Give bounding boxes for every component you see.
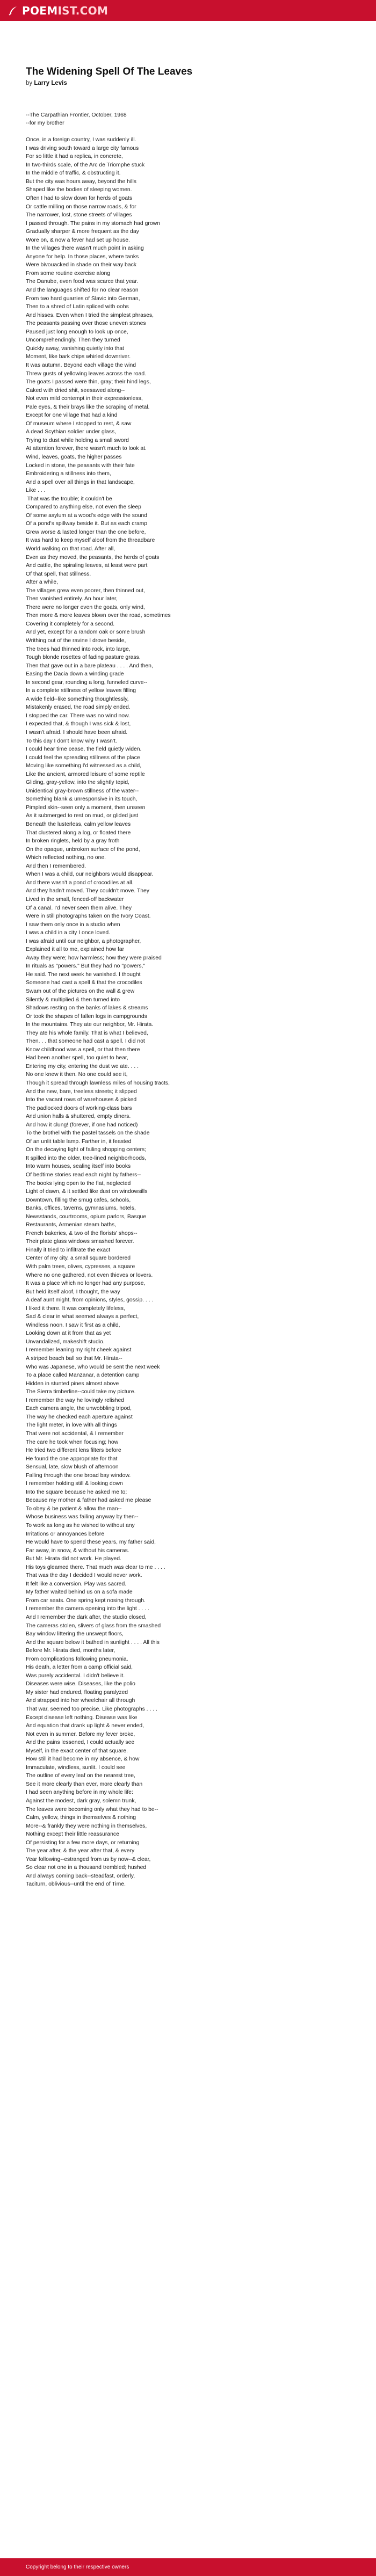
poem-line: The outline of every leaf on the nearest tree, xyxy=(26,1773,135,1779)
poem-line: Of some asylum at a wood's edge with the sound xyxy=(26,512,148,519)
poem-line: Nothing except their little reassurance xyxy=(26,1831,119,1838)
poem-line: Shaped like the bodies of sleeping women. xyxy=(26,187,132,193)
poem-line: Bay window littering the unswept floors, xyxy=(26,1631,124,1638)
poem-line: Paused just long enough to look up once, xyxy=(26,329,128,335)
poem-line: But Mr. Hirata did not work. He played. xyxy=(26,1556,121,1562)
poem-line: Like . . . xyxy=(26,487,46,494)
poem-line: The light meter, in love with all things xyxy=(26,1422,117,1429)
poem-line: Which reflected nothing, no one. xyxy=(26,855,106,861)
poem-line: I was afraid until our neighbor, a photographer, xyxy=(26,938,141,944)
poem-line: Of a canal. I'd never seen them alive. They xyxy=(26,905,132,911)
poem-line: --for my brother xyxy=(26,120,64,127)
poem-line: It spilled into the older, tree-lined neighborhoods, xyxy=(26,1155,147,1161)
poem-line: Wind, leaves, goats, the higher passes xyxy=(26,454,122,460)
poem-line: Grew worse & lasted longer than the one before, xyxy=(26,529,146,535)
poem-line: And they hadn't moved. They couldn't move. They xyxy=(26,888,150,894)
poem-line: And I remember the dark after, the studio closed, xyxy=(26,1614,147,1620)
poem-line: It was autumn. Beyond each village the wind xyxy=(26,362,136,368)
poem-line: He tried two different lens filters before xyxy=(26,1447,121,1454)
poem-line: Into the square because he asked me to; xyxy=(26,1489,127,1495)
poem-line: Each camera angle, the unwobbling tripod, xyxy=(26,1406,132,1412)
poem-line: I was a child in a city I once loved. xyxy=(26,930,111,936)
poem-line: Threw gusts of yellowing leaves across the road. xyxy=(26,370,147,377)
poem-line: And then I remembered. xyxy=(26,863,86,869)
poem-line: When I was a child, our neighbors would disappear. xyxy=(26,871,154,878)
poem-line: In the mountains. They ate our neighbor, Mr. Hirata. xyxy=(26,1022,154,1028)
poem-line: And the square below it bathed in sunlight . . . . All this xyxy=(26,1639,160,1646)
poem-line: A dead Scythian soldier under glass, xyxy=(26,429,117,435)
poem-line: Windless noon. I saw it first as a child, xyxy=(26,1322,120,1328)
poem-line: Then that gave out in a bare plateau . . . . And then, xyxy=(26,663,153,669)
poem-line: Of museum where I stopped to rest, & saw xyxy=(26,420,132,427)
poem-line: To work as long as he wished to without any xyxy=(26,1522,135,1529)
poem-line: In the middle of traffic, & obstructing it. xyxy=(26,170,121,177)
poem-line: Myself, in the exact center of that square. xyxy=(26,1748,128,1754)
poem-line: My father waited behind us on a sofa made xyxy=(26,1589,133,1596)
poem-line: It was a place which no longer had any purpose, xyxy=(26,1280,146,1287)
poem-line: Gliding, gray-yellow, into the slightly tepid, xyxy=(26,780,129,786)
poem-line: Someone had cast a spell & that the crocodiles xyxy=(26,980,142,986)
poem-line: Not even in summer. Before my fever broke, xyxy=(26,1731,135,1737)
poem-line: I could hear time cease, the field quietly widen. xyxy=(26,746,142,753)
poem-line: French bakeries, & two of the florists' shops-- xyxy=(26,1230,138,1236)
poem-line: Anyone for help. In those places, where tanks xyxy=(26,253,139,260)
poem-line: In a complete stillness of yellow leaves filling xyxy=(26,688,136,694)
poem-line: Falling through the one broad bay window. xyxy=(26,1472,131,1479)
poem-line: In rituals as "powers." But they had no "powers," xyxy=(26,963,146,970)
poem-line: The Sierra timberline--could take my picture. xyxy=(26,1389,136,1395)
quill-icon xyxy=(8,5,18,16)
poem-line: Diseases were wise. Diseases, like the polio xyxy=(26,1681,135,1687)
poem-line: Newsstands, courtrooms, opium parlors, Basque xyxy=(26,1213,147,1220)
poem-line: Tough blonde rosettes of fading pasture grass. xyxy=(26,654,141,661)
poem-line: After a while, xyxy=(26,579,59,586)
poem-line: Except disease left nothing. Disease was like xyxy=(26,1714,138,1721)
poem-line: The way he checked each aperture against xyxy=(26,1414,133,1420)
poem-line: From some routine exercise along xyxy=(26,270,111,276)
poem-line: Uncomprehendingly. Then they turned xyxy=(26,337,120,344)
poem-line: To a place called Manzanar, a detention camp xyxy=(26,1372,140,1379)
poem-line: Of that spell, that stillness. xyxy=(26,571,91,577)
poem-line: And strapped into her wheelchair all through xyxy=(26,1698,135,1704)
poem-line: I remember leaning my right cheek against xyxy=(26,1347,132,1354)
poem-line: From car seats. One spring kept nosing through. xyxy=(26,1597,146,1604)
poem-line: It felt like a conversion. Play was sacred. xyxy=(26,1581,127,1587)
poem-line: Into warm houses, sealing itself into books xyxy=(26,1163,131,1170)
poem-line: The Danube, even food was scarce that year. xyxy=(26,279,139,285)
poem-line: Their plate glass windows smashed forever. xyxy=(26,1239,134,1245)
poem-line: Swam out of the pictures on the wall & grew xyxy=(26,988,135,994)
poem-line: And the languages shifted for no clear reason xyxy=(26,287,139,294)
poem-title: The Widening Spell Of The Leaves xyxy=(26,66,193,77)
poem-line: Mistakenly erased, the road simply ended. xyxy=(26,704,131,711)
author-link[interactable]: Larry Levis xyxy=(34,80,67,86)
poem-line: His toys gleamed there. That much was clear to me . . . . xyxy=(26,1564,165,1570)
poem-line: In two-thirds scale, of the Arc de Triomphe stuck xyxy=(26,162,145,168)
poem-line: On the opaque, unbroken surface of the pond, xyxy=(26,846,140,853)
poem-line: From two hard guarries of Slavic into German, xyxy=(26,295,140,302)
poem-line: The books lying open to the flat, neglected xyxy=(26,1180,131,1187)
poem-line xyxy=(26,103,350,111)
poem-line: Center of my city, a small square bordered xyxy=(26,1255,131,1262)
poem-line: That war, seemed too precise. Like photographs . . . . xyxy=(26,1706,157,1712)
site-header xyxy=(0,0,376,21)
poem-line: Light of dawn, & it settled like dust on windowsills xyxy=(26,1189,148,1195)
poem-line: The cameras stolen, slivers of glass from the smashed xyxy=(26,1622,161,1629)
poem-line: His death, a letter from a camp official said, xyxy=(26,1664,133,1671)
poem-line: That was the day I decided I would never work. xyxy=(26,1573,142,1579)
poem-line: Explained it all to me, explained how far xyxy=(26,947,125,953)
poem-line: He would have to spend these years, my father said, xyxy=(26,1539,156,1546)
poem-line: Covering it completely for a second. xyxy=(26,621,115,627)
poem-line: Gradually sharper & more frequent as the day xyxy=(26,229,139,235)
poem-line: Were in still photographs taken on the Ivory Coast. xyxy=(26,913,151,920)
poem-line: A wide field--like something thoughtlessly, xyxy=(26,696,129,702)
poem-line: Though it spread through lawnless miles of housing tracts, xyxy=(26,1080,170,1086)
poem-line: Know childhood was a spell, or that then there xyxy=(26,1046,140,1053)
poem-line: The trees had thinned into rock, into large, xyxy=(26,646,131,652)
poem-line: I stopped the car. There was no wind now. xyxy=(26,712,130,719)
poem-line: The villages grew even poorer, then thinned out, xyxy=(26,587,145,594)
poem-line: And a spell over all things in that landscape, xyxy=(26,479,135,485)
poem-line: The padlocked doors of working-class bars xyxy=(26,1105,132,1111)
site-logo[interactable] xyxy=(8,4,108,17)
poem-line: So clear not one in a thousand trembled; hushed xyxy=(26,1865,147,1871)
poem-line: But the city was hours away, beyond the hills xyxy=(26,178,136,185)
poem-line: A striped beach ball so that Mr. Hirata-- xyxy=(26,1356,122,1362)
poem-line: To the brothel with the pastel tassels on the shade xyxy=(26,1130,150,1137)
poem-line: Often I had to slow down for herds of goats xyxy=(26,195,133,202)
poem-line: I liked it there. It was completely lifeless, xyxy=(26,1305,125,1312)
poem-line: My sister had endured, floating paralyzed xyxy=(26,1689,128,1695)
poem-line: Locked in stone, the peasants with their fate xyxy=(26,462,135,469)
poem-line: That were not accidental, & I remember xyxy=(26,1430,124,1437)
poem-line: Then more & more leaves blown over the road, sometimes xyxy=(26,613,171,619)
poem-line: Wore on, & now a fever had set up house. xyxy=(26,237,130,243)
poem-line: Was purely accidental. I didn't believe it. xyxy=(26,1672,125,1679)
poem-line: And how it clung! (forever, if one had noticed) xyxy=(26,1122,138,1128)
poem-line: Finally it tried to infiltrate the exact xyxy=(26,1247,111,1253)
poem-line: On the decaying light of failing shopping centers; xyxy=(26,1147,147,1153)
poem-line: I had seen anything before in my whole life: xyxy=(26,1789,133,1796)
poem-line: No one knew it then. No one could see it, xyxy=(26,1072,128,1078)
poem-line: In broken ringlets, held by a gray froth xyxy=(26,838,120,845)
poem-line: Then. . . that someone had cast a spell. I did not xyxy=(26,1038,145,1045)
poem-line: Of a pond's spillway beside it. But as each cramp xyxy=(26,521,148,527)
poem-content xyxy=(0,21,376,1889)
poem-line: Far away, in snow, & without his cameras. xyxy=(26,1547,129,1554)
poem-line: Irritations or annoyances before xyxy=(26,1531,105,1537)
poem-line: Who was Japanese, who would be sent the next week xyxy=(26,1364,160,1370)
poem-line: Because my mother & father had asked me please xyxy=(26,1497,151,1504)
poem-line: Of bedtime stories read each night by fathers-- xyxy=(26,1172,141,1178)
poem-line: Then to a shred of Latin spliced with oohs xyxy=(26,304,129,310)
poem-line: Calm, yellow, things in themselves & nothing xyxy=(26,1815,136,1821)
poem-line: Immaculate, windless, sunlit. I could see xyxy=(26,1764,126,1771)
poem-line: Moving like something I'd witnessed as a child, xyxy=(26,763,142,769)
poem-line: Away they were; how harmless; how they were praised xyxy=(26,955,162,961)
poem-line: And cattle, the spiraling leaves, at least were part xyxy=(26,563,148,569)
poem-line: World walking on that road. After all, xyxy=(26,545,115,552)
poem-line: Sensual, late, slow blush of afternoon xyxy=(26,1464,119,1471)
poem-line: The leaves were becoming only what they had to be-- xyxy=(26,1806,158,1813)
poem-line: A deaf aunt might, from opinions, styles, gossip. . . . xyxy=(26,1297,154,1304)
poem-line: I remember the camera opening into the light . . . . xyxy=(26,1606,149,1612)
poem-line: He said. The next week he vanished. I thought xyxy=(26,971,141,978)
poem-line: In second gear, rounding a long, funneled curve-- xyxy=(26,679,148,686)
poem-line: The peasants passing over those uneven stones xyxy=(26,321,146,327)
poem-line: Restaurants, Armenian steam baths, xyxy=(26,1222,117,1228)
poem-line: For so little it had a replica, in concrete, xyxy=(26,154,123,160)
poem-line: I was driving south toward a large city famous xyxy=(26,145,139,151)
poem-line: Caked with dried shit, seesawed along-- xyxy=(26,387,125,394)
poem-line: I saw them only once in a studio when xyxy=(26,921,120,928)
poem-line: See it more clearly than ever, more clearly than xyxy=(26,1781,143,1787)
poem-line: Moment, like bark chips whirled downriver. xyxy=(26,354,131,360)
poem-line: Whose business was failing anyway by then-- xyxy=(26,1514,139,1520)
poem-line: Not even mild contempt in their expressionless, xyxy=(26,396,143,402)
poem-line: But held itself aloof, I thought, the way xyxy=(26,1289,120,1295)
poem-line: Trying to dust while holding a small sword xyxy=(26,437,129,443)
poem-line: Writhing out of the ravine I drove beside, xyxy=(26,638,126,644)
poem-line: Quickly away, vanishing quietly into that xyxy=(26,345,124,352)
logo-wordmark: POEMIST.COM xyxy=(22,4,109,17)
poem-line: That clustered along a log, or floated there xyxy=(26,829,131,836)
poem-line: Pale eyes, & their brays like the scraping of metal. xyxy=(26,404,150,410)
poem-line: Had been another spell, too quiet to hear, xyxy=(26,1055,128,1061)
poem-line: Unidentical gray-brown stillness of the water-- xyxy=(26,788,139,794)
poem-line: At attention forever, there wasn't much to look at. xyxy=(26,446,147,452)
poem-line: Before Mr. Hirata died, months later, xyxy=(26,1648,115,1654)
poem-line: Something blank & unresponsive in its touch, xyxy=(26,796,138,803)
poem-line: And hisses. Even when I tried the simplest phrases, xyxy=(26,312,154,318)
poem-line: Like the ancient, armored leisure of some reptile xyxy=(26,771,145,777)
poem-line: Shadows resting on the banks of lakes & streams xyxy=(26,1005,148,1012)
poem-line: Were bivouacked in shade on their way back xyxy=(26,262,137,268)
poem-line: There were no longer even the goats, only wind, xyxy=(26,604,145,610)
poem-line: Lived in the small, fenced-off backwater xyxy=(26,896,124,903)
poem-line: Then vanished entirely. An hour later, xyxy=(26,596,118,602)
poem-line: Once, in a foreign country, I was suddenly ill. xyxy=(26,137,136,143)
poem-line: Downtown, filling the smug cafes, schools, xyxy=(26,1197,131,1203)
poem-line: Pimpled skin--seen only a moment, then unseen xyxy=(26,804,146,811)
poem-line: They ate his whole family. That is what I believed, xyxy=(26,1030,148,1036)
poem-line: And the new, bare, treeless streets; it slipped xyxy=(26,1088,137,1095)
poem-line: I remember the way he lovingly relished xyxy=(26,1397,125,1403)
poem-line: Against the modest, dark gray, solemn trunk, xyxy=(26,1798,136,1804)
poem-line: And yet, except for a random oak or some brush xyxy=(26,629,146,636)
poem-line: It was hard to keep myself aloof from the threadbare xyxy=(26,537,155,544)
poem-line: Hidden in stunted pines almost above xyxy=(26,1380,119,1387)
poem-line: Banks, offices, taverns, gymnasiums, hotels, xyxy=(26,1205,136,1212)
poem-line: Or cattle milling on those narrow roads, & for xyxy=(26,203,136,210)
poem-line: I could feel the spreading stillness of the place xyxy=(26,754,140,761)
poem-line: The goats I passed were thin, gray; their hind legs, xyxy=(26,379,151,385)
poem-line: How still it had become in my absence, & how xyxy=(26,1756,140,1763)
poem-line: Or took the shapes of fallen logs in campgrounds xyxy=(26,1013,147,1020)
poem-line: Silently & multiplied & then turned into xyxy=(26,996,120,1003)
poem-line: Beneath the lusterless, calm yellow leaves xyxy=(26,821,131,828)
poem-line: That was the trouble; it couldn't be xyxy=(26,496,112,502)
copyright-text: Copyright belong to their respective owners xyxy=(26,2564,129,2570)
poem-line: Into the vacant rows of warehouses & picked xyxy=(26,1097,137,1103)
poem-line: I wasn't afraid. I should have been afraid. xyxy=(26,730,128,736)
poem-line: To obey & be patient & allow the man-- xyxy=(26,1505,122,1512)
poem-line: Entering my city, entering the dust we ate. . . . xyxy=(26,1063,139,1069)
poem-line: Of persisting for a few more days, or returning xyxy=(26,1839,140,1846)
poem-line: And equation that drank up light & never ended, xyxy=(26,1723,144,1729)
poem-line: Except for one village that had a kind xyxy=(26,412,118,419)
poem-line: I remember holding still & looking down xyxy=(26,1481,123,1487)
poem-line: As it submerged to rest on mud, or glided just xyxy=(26,813,139,819)
poem-body xyxy=(26,103,350,1889)
poem-line: And union halls & shuttered, empty diners. xyxy=(26,1114,131,1120)
poem-line: Even as they moved, the peasants, the herds of goats xyxy=(26,554,160,561)
poem-line: Looking down at it from that as yet xyxy=(26,1330,111,1337)
poem-line: --The Carpathian Frontier, October, 1968 xyxy=(26,112,127,118)
poem-line: He found the one appropriate for that xyxy=(26,1456,118,1462)
poem-byline xyxy=(26,80,350,86)
poem-line: To this day I don't know why I wasn't. xyxy=(26,738,117,744)
poem-line: From complications following pneumonia. xyxy=(26,1656,128,1662)
poem-line: The year after, & the year after that, & every xyxy=(26,1848,135,1854)
poem-line: Easing the Dacia down a winding grade xyxy=(26,671,124,678)
poem-line: Taciturn, oblivious--until the end of Time. xyxy=(26,1881,126,1888)
poem-line: More--& frankly they were nothing in themselves, xyxy=(26,1823,147,1829)
poem-line: The care he took when focusing; how xyxy=(26,1439,119,1445)
poem-line: Where no one gathered, not even thieves or lovers. xyxy=(26,1272,153,1278)
byline-prefix: by xyxy=(26,80,33,86)
poem-line: And the pains lessened, I could actually see xyxy=(26,1740,135,1746)
poem-line: Embroidering a stillness into them, xyxy=(26,471,111,477)
poem-line: With palm trees, olives, cypresses, a square xyxy=(26,1264,135,1270)
poem-line: Compared to anything else, not even the sleep xyxy=(26,504,141,511)
poem-line: And always coming back--steadfast, orderly, xyxy=(26,1873,135,1879)
poem-line: I passed through. The pains in my stomach had grown xyxy=(26,220,160,227)
poem-line: Of an unlit table lamp. Farther in, it feasted xyxy=(26,1138,132,1145)
poem-line: In the villages there wasn't much point in asking xyxy=(26,245,144,252)
site-footer xyxy=(0,2558,376,2576)
poem-line: The narrower, lost, stone streets of villages xyxy=(26,212,132,219)
poem-line: And there wasn't a pond of crocodiles at all. xyxy=(26,879,134,886)
poem-line xyxy=(26,128,350,136)
poem-line: Unvandalized, makeshift studio. xyxy=(26,1338,105,1345)
poem-line: Sad & clear in what seemed always a perfect, xyxy=(26,1314,139,1320)
poem-line: I expected that, & though I was sick & lost, xyxy=(26,721,131,727)
poem-line: Year following--estranged from us by now--& clear, xyxy=(26,1856,151,1862)
